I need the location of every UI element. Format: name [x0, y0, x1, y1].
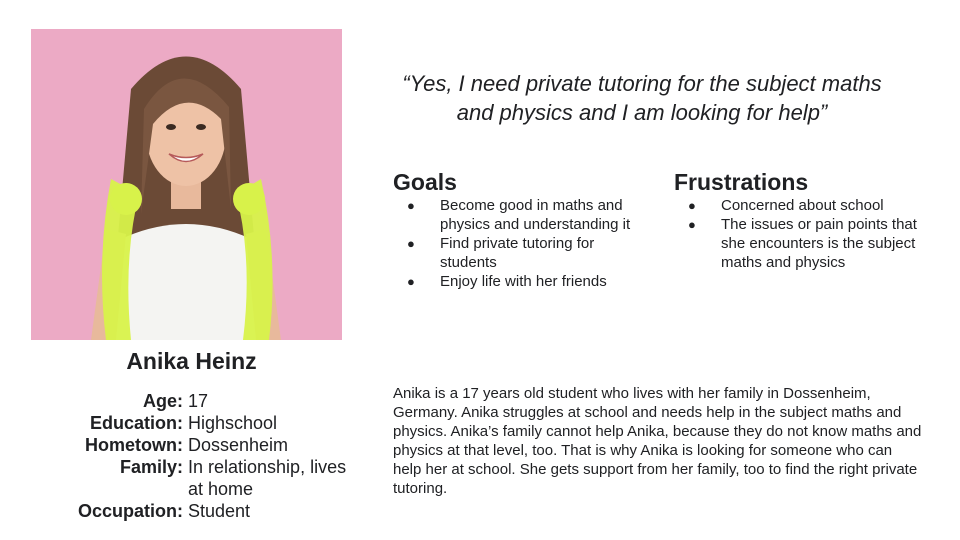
persona-photo: [31, 29, 342, 340]
bullet-icon: ●: [407, 198, 415, 213]
persona-name: Anika Heinz: [126, 348, 257, 374]
detail-row-education: [0, 412, 370, 434]
goals-section: [393, 168, 648, 291]
frustration-item: [674, 215, 924, 272]
detail-row-occupation: [0, 500, 370, 522]
frustration-text: Concerned about school: [721, 197, 884, 214]
frustration-item: [674, 196, 924, 215]
detail-label: Occupation:: [77, 501, 183, 521]
bullet-icon: ●: [407, 236, 415, 251]
goal-item: [393, 272, 648, 291]
frustrations-section: [674, 168, 924, 272]
goals-list: [393, 196, 648, 291]
goal-text: Enjoy life with her friends: [440, 273, 607, 290]
persona-bio: Anika is a 17 years old student who lives with her family in Dossenheim, Germany. Anika struggles at school and needs help in the subject maths and physics. Anika’s family cannot help Anika, because they do not know maths and physics at that level, too. That is why Anika is looking for someone who can help her at school. She gets support from her family, too to find the right private tutoring.: [393, 385, 922, 497]
detail-row-age: [0, 390, 370, 412]
detail-value: Dossenheim: [188, 435, 289, 455]
frustrations-list: [674, 196, 924, 272]
detail-label: Hometown:: [85, 435, 183, 455]
persona-photo-illustration: [31, 29, 342, 340]
goals-heading: Goals: [393, 169, 457, 195]
detail-value: In relationship, lives at home: [188, 457, 347, 499]
goal-item: [393, 234, 648, 272]
persona-quote: “Yes, I need private tutoring for the subject maths and physics and I am looking for help”: [402, 71, 882, 125]
detail-row-hometown: [0, 434, 370, 456]
bullet-icon: ●: [407, 274, 415, 289]
detail-value: Highschool: [188, 413, 278, 433]
detail-row-family: [0, 456, 370, 500]
detail-label: Education:: [90, 413, 183, 433]
goal-text: Become good in maths and physics and understanding it: [440, 197, 631, 233]
detail-label: Age:: [143, 391, 183, 411]
bullet-icon: ●: [688, 217, 696, 232]
detail-label: Family:: [119, 457, 183, 477]
persona-details: [0, 390, 370, 522]
goal-item: [393, 196, 648, 234]
detail-value: 17: [188, 391, 209, 411]
detail-value: Student: [188, 501, 251, 521]
frustrations-heading: Frustrations: [674, 169, 809, 195]
frustration-text: The issues or pain points that she encounters is the subject maths and physics: [721, 216, 917, 271]
bullet-icon: ●: [688, 198, 696, 213]
goal-text: Find private tutoring for students: [440, 235, 595, 271]
